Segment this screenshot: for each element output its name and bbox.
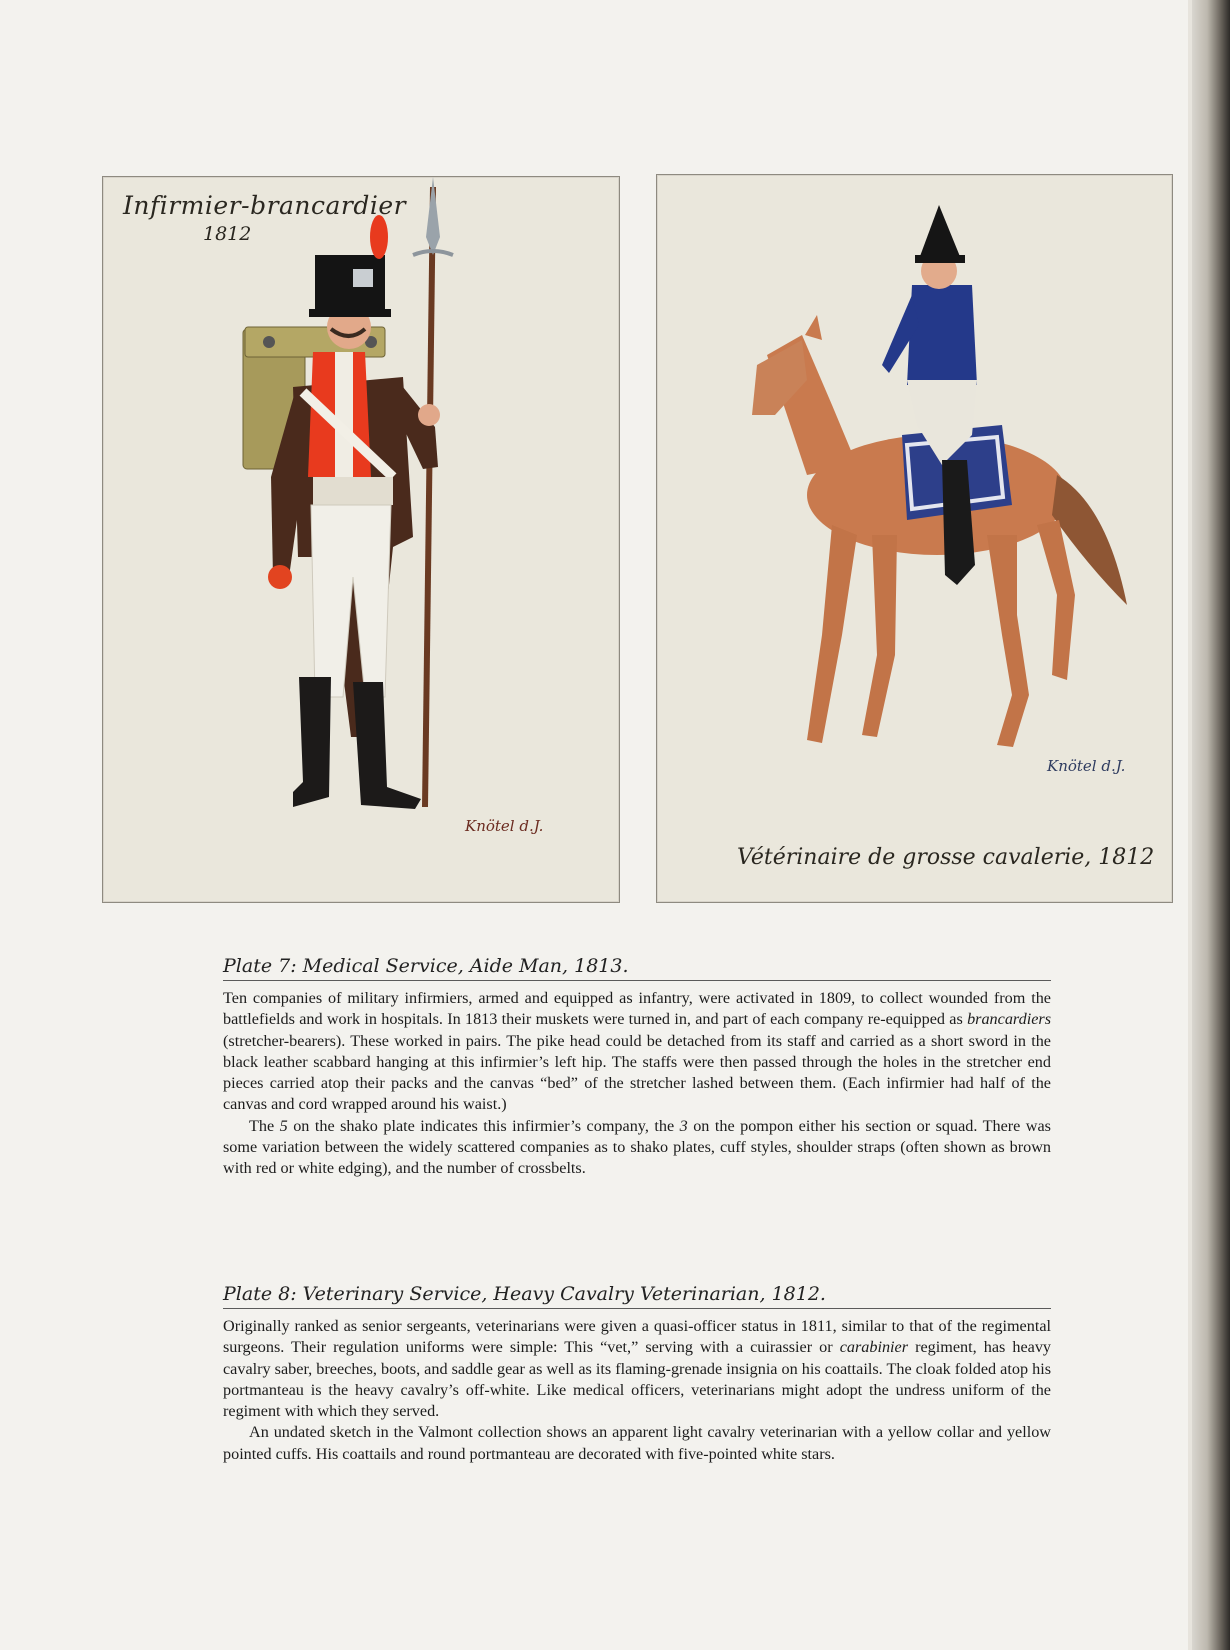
artist-signature: Knötel d.J.: [1047, 757, 1126, 775]
caption-heading: Plate 8: Veterinary Service, Heavy Cavalry Veterinarian, 1812.: [223, 1283, 1051, 1309]
italic-number: 3: [679, 1116, 688, 1135]
caption-paragraph: [223, 1116, 1051, 1180]
caption-paragraph: [223, 1316, 1051, 1422]
italic-term: carabinier: [839, 1338, 909, 1357]
plate-right-title: Vétérinaire de grosse cavalerie, 1812: [737, 845, 1155, 870]
caption-plate-8: [223, 1283, 1051, 1465]
text-run: Ten companies of military infirmiers, armed and equipped as infantry, were activated in 1809, to collect wounded from the battlefields and work in hospitals. In 1813 their muskets were turned in, and part of each company re-equipped as: [223, 989, 1051, 1029]
infirmier-figure: [103, 177, 619, 902]
italic-term: brancardiers: [967, 1010, 1051, 1029]
caption-paragraph: An undated sketch in the Valmont collection shows an apparent light cavalry veterinarian with a yellow collar and yellow pointed cuffs. His coattails and round portmanteau are decorated with five-pointed white stars.: [223, 1423, 1051, 1463]
plate-veterinarian-illustration: [656, 174, 1173, 903]
artist-signature: Knötel d.J.: [465, 817, 544, 835]
caption-plate-7: [223, 955, 1051, 1180]
text-run: on the pompon either his section or squad. There was some variation between the widely scattered companies as to shako plates, cuff styles, shoulder straps (often shown as brown with red or white edging), and the number of crossbelts.: [223, 1116, 1051, 1178]
text-run: on the shako plate indicates this infirmier’s company, the: [287, 1116, 680, 1135]
plate-left-title: Infirmier-brancardier: [123, 191, 407, 220]
text-run: Originally ranked as senior sergeants, veterinarians were given a quasi-officer status in 1811, similar to that of the regimental surgeons. Their regulation uniforms were simple: This “vet,” serving with a cuirassier or: [223, 1317, 1051, 1357]
italic-number: 5: [279, 1116, 288, 1135]
text-run: (stretcher-bearers). These worked in pairs. The pike head could be detached from its staff and carried as a short sword in the black leather scabbard hanging at this infirmier’s left hip. The staffs were then passed through the holes in the stretcher end pieces carried atop their packs and the canvas “bed” of the stretcher lashed between them. (Each infirmier had half of the canvas and cord wrapped around his waist.): [223, 1031, 1051, 1114]
caption-heading: Plate 7: Medical Service, Aide Man, 1813.: [223, 955, 1051, 981]
caption-paragraph: [223, 988, 1051, 1116]
plate-left-year: 1812: [203, 223, 252, 245]
plate-infirmier-illustration: [102, 176, 620, 903]
text-run: regiment, has heavy cavalry saber, breeches, boots, and saddle gear as well as its flaming-grenade insignia on his coattails. The cloak folded atop his portmanteau is the heavy cavalry’s off-white. Like medical officers, veterinarians might adopt the undress uniform of the regiment with which they served.: [223, 1338, 1052, 1421]
page-binding-edge: [1192, 0, 1230, 1650]
veterinarian-figure: [657, 175, 1172, 902]
text-run: The: [249, 1116, 280, 1135]
